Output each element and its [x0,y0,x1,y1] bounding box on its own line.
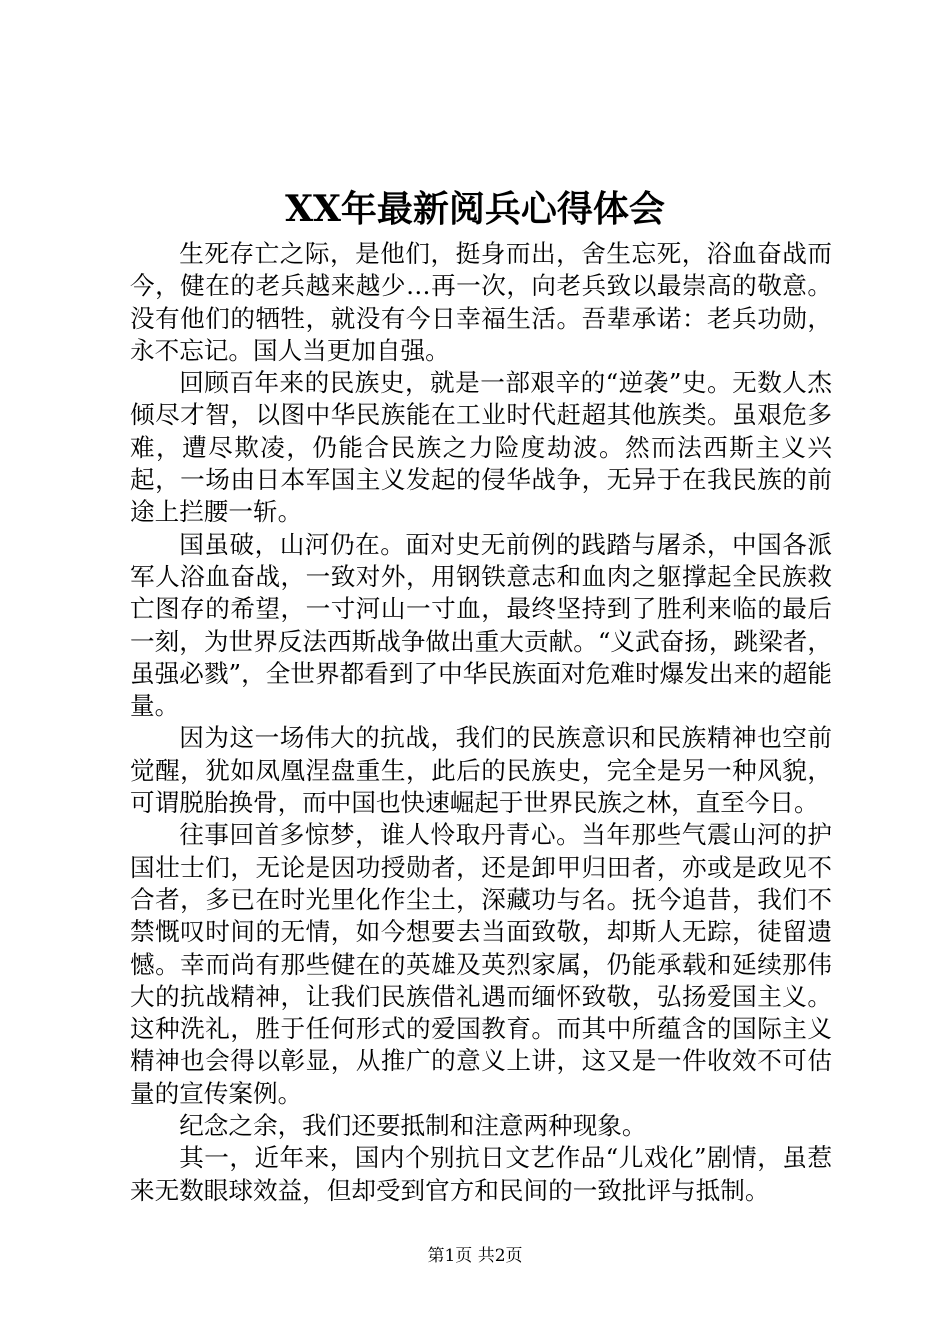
document-title: XX年最新阅兵心得体会 [285,188,665,230]
paragraph: 因为这一场伟大的抗战，我们的民族意识和民族精神也空前觉醒，犹如凤凰涅盘重生，此后的民族史，完全是另一种风貌，可谓脱胎换骨，而中国也快速崛起于世界民族之林，直至今日。 [130,723,832,818]
page-footer: 第1页 共2页 [427,1246,523,1266]
paragraph: 往事回首多惊梦，谁人怜取丹青心。当年那些气震山河的护国壮士们，无论是因功授勋者，还是卸甲归田者，亦或是政见不合者，多已在时光里化作尘土，深藏功与名。抚今追昔，我们不禁慨叹时间的无情，如今想要去当面致敬，却斯人无踪，徒留遗憾。幸而尚有那些健在的英雄及英烈家属，仍能承载和延续那伟大的抗战精神，让我们民族借礼遇而缅怀致敬，弘扬爱国主义。这种洗礼，胜于任何形式的爱国教育。而其中所蕴含的国际主义精神也会得以彰显，从推广的意义上讲，这又是一件收效不可估量的宣传案例。 [130,820,832,1108]
paragraph: 生死存亡之际，是他们，挺身而出，舍生忘死，浴血奋战而今，健在的老兵越来越少…再一次，向老兵致以最崇高的敬意。没有他们的牺牲，就没有今日幸福生活。吾辈承诺：老兵功勋，永不忘记。国人当更加自强。 [130,239,832,365]
document-body [130,238,832,1207]
paragraph: 回顾百年来的民族史，就是一部艰辛的“逆袭”史。无数人杰倾尽才智，以图中华民族能在工业时代赶超其他族类。虽艰危多难，遭尽欺凌，仍能合民族之力险度劫波。然而法西斯主义兴起，一场由日本军国主义发起的侵华战争，无异于在我民族的前途上拦腰一斩。 [130,368,832,527]
paragraph: 其一，近年来，国内个别抗日文艺作品“儿戏化”剧情，虽惹来无数眼球效益，但却受到官方和民间的一致批评与抵制。 [130,1143,832,1205]
paragraph: 国虽破，山河仍在。面对史无前例的践踏与屠杀，中国各派军人浴血奋战，一致对外，用钢铁意志和血肉之躯撑起全民族救亡图存的希望，一寸河山一寸血，最终坚持到了胜利来临的最后一刻，为世界反法西斯战争做出重大贡献。“义武奋扬，跳梁者，虽强必戮”，全世界都看到了中华民族面对危难时爆发出来的超能量。 [130,529,832,721]
paragraph: 纪念之余，我们还要抵制和注意两种现象。 [179,1111,647,1141]
